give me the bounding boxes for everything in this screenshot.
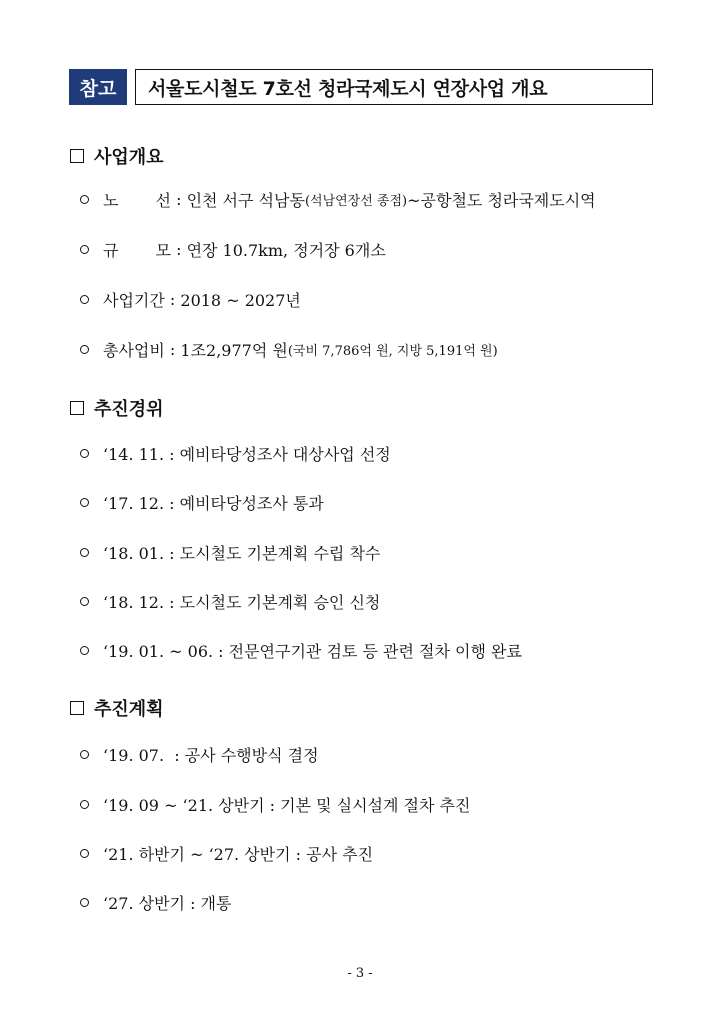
label-part: 규 [103,241,119,260]
item-label: 사업기간 [103,291,165,310]
item-label: 총사업비 [103,341,165,360]
item-note: (국비 7,786억 원, 지방 5,191억 원) [287,344,498,359]
circle-bullet-icon [80,245,89,254]
list-item [80,491,324,514]
item-text: ‘17. 12. : 예비타당성조사 통과 [103,494,324,513]
circle-bullet-icon [80,597,89,606]
item-note: (석남연장선 종점) [304,194,408,209]
item-separator: : [164,340,181,359]
label-part: 모 [155,241,171,260]
item-value-2: ~공항철도 청라국제도시역 [407,191,596,210]
item-text: ‘18. 01. : 도시철도 기본계획 수립 착수 [103,544,381,563]
circle-bullet-icon [80,849,89,858]
circle-bullet-icon [80,345,89,354]
circle-bullet-icon [80,800,89,809]
list-item-route [80,188,596,211]
item-text: ‘18. 12. : 도시철도 기본계획 승인 신청 [103,593,381,612]
page-number: - 3 - [347,966,373,981]
item-text: ‘14. 11. : 예비타당성조사 대상사업 선정 [103,445,391,464]
circle-bullet-icon [80,195,89,204]
square-bullet-icon [70,149,84,163]
circle-bullet-icon [80,498,89,507]
item-label [103,238,171,261]
item-text: ‘27. 상반기 : 개통 [103,894,232,913]
item-label [103,188,171,211]
item-text: ‘21. 하반기 ~ ‘27. 상반기 : 공사 추진 [103,845,374,864]
title-gap [127,69,135,105]
item-text: ‘19. 07. : 공사 수행방식 결정 [103,746,319,765]
title-bar [69,69,653,105]
section-heading-history [70,395,164,421]
square-bullet-icon [70,401,84,415]
label-part: 선 [155,191,171,210]
section-heading-text: 추진계획 [94,699,164,720]
list-item-scale [80,238,386,261]
reference-badge: 참고 [69,69,127,105]
list-item [80,743,319,766]
section-heading-plan [70,695,164,721]
list-item [80,891,231,914]
circle-bullet-icon [80,548,89,557]
list-item [80,842,373,865]
label-part: 노 [103,191,119,210]
list-item [80,639,522,662]
item-value: 1조2,977억 원 [180,341,288,360]
item-text: ‘19. 09 ~ ‘21. 상반기 : 기본 및 실시설계 절차 추진 [103,796,471,815]
circle-bullet-icon [80,750,89,759]
list-item [80,590,380,613]
item-separator: : [171,190,187,209]
list-item-budget [80,338,498,361]
circle-bullet-icon [80,449,89,458]
item-value: 2018 ~ 2027년 [180,291,301,310]
item-value: 인천 서구 석남동 [186,191,305,210]
circle-bullet-icon [80,898,89,907]
circle-bullet-icon [80,646,89,655]
section-heading-overview [70,143,164,169]
item-separator: : [171,240,187,259]
list-item [80,793,470,816]
list-item [80,442,391,465]
item-text: ‘19. 01. ~ 06. : 전문연구기관 검토 등 관련 절차 이행 완료 [103,642,522,661]
page-title: 서울도시철도 7호선 청라국제도시 연장사업 개요 [135,69,653,105]
list-item-period [80,288,301,311]
circle-bullet-icon [80,295,89,304]
item-value: 연장 10.7km, 정거장 6개소 [186,241,386,260]
list-item [80,541,380,564]
square-bullet-icon [70,701,84,715]
section-heading-text: 추진경위 [94,399,164,420]
section-heading-text: 사업개요 [94,147,164,168]
item-separator: : [164,290,181,309]
